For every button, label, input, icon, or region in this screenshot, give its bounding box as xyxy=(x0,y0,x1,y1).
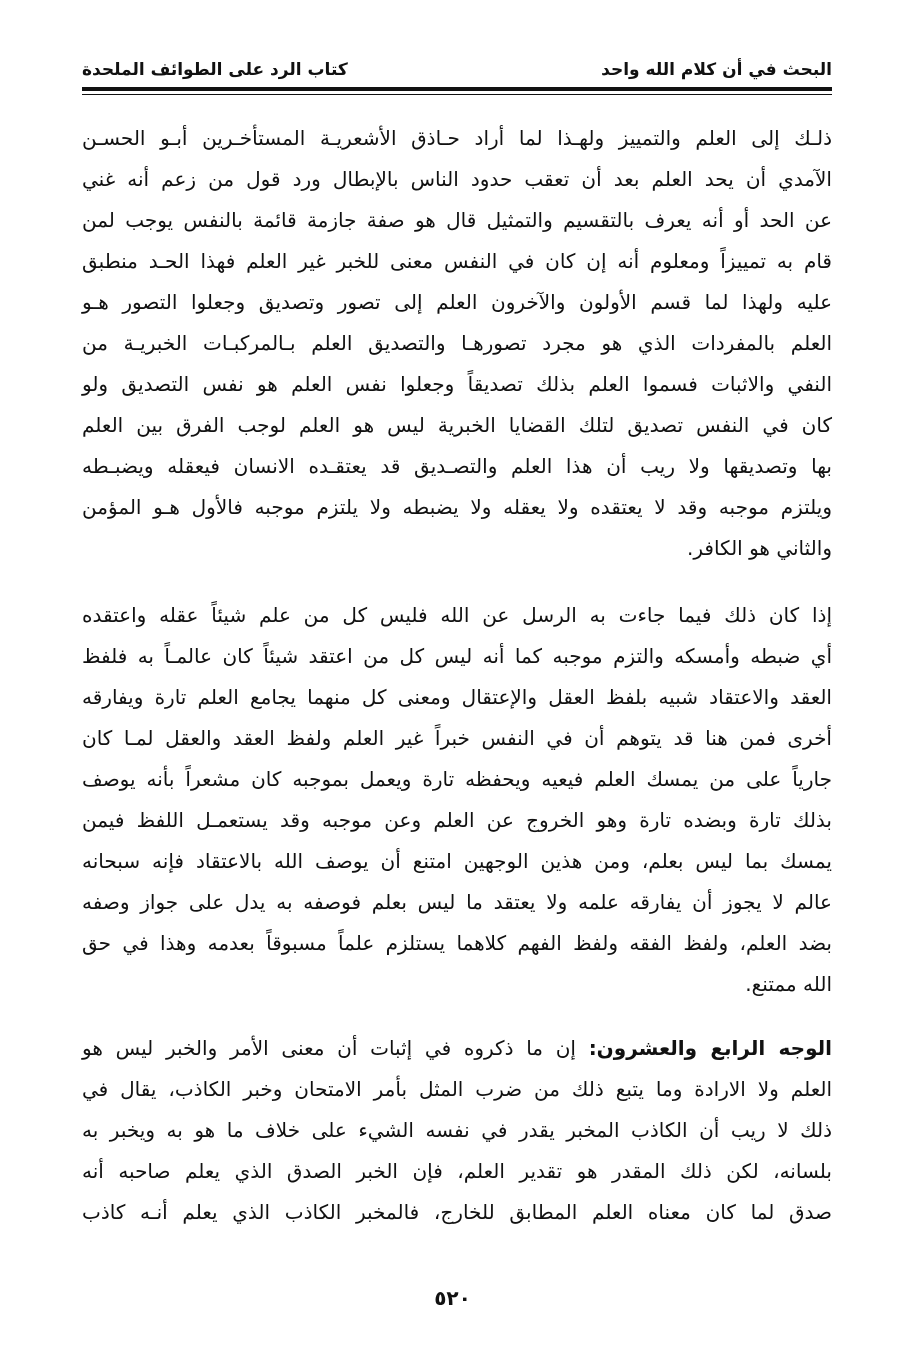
text-line: النفي والاثبات فسموا العلم بذلك تصديقاً وجعلوا نفس العلم هو نفس التصديق ولو xyxy=(82,372,832,396)
chapter-title: البحث في أن كلام الله واحد xyxy=(601,60,832,80)
text-line: جارياً على من يمسك العلم فيعيه ويحفظه تارة ويعمل بموجبه كان مشعراً بأنه يوصف xyxy=(82,767,832,791)
page-number: ٥٢٠ xyxy=(434,1286,471,1310)
text-line: الله ممتنع. xyxy=(745,972,832,996)
text-line: إذا كان ذلك فيما جاءت به الرسل عن الله فليس كل من علم شيئاً عقله واعتقده xyxy=(82,603,832,627)
text-line: قام به تمييزاً ومعلوم أنه إن كان في النفس معنى للخبر غير العلم فهذا الحـد منطبق xyxy=(82,249,832,273)
text-line: بذلك تارة وبضده تارة وهو الخروج عن العلم وعن موجبه وقد يستعمـل اللفظ فيمن xyxy=(82,808,832,832)
header-rule-thin xyxy=(82,94,832,95)
book-title: كتاب الرد على الطوائف الملحدة xyxy=(82,60,348,80)
text-line: العقد والاعتقاد شبيه بلفظ العقل والإعتقال ومعنى كل منهما يجامع العلم تارة ويفارقه xyxy=(82,685,832,709)
text-line: بها وتصديقها ولا ريب أن هذا العلم والتصـديق قد يعتقـده الانسان فيعقله ويضبـطه xyxy=(82,454,832,478)
text-line xyxy=(82,1028,832,1069)
text-line: بلسانه، لكن ذلك المقدر هو تقدير العلم، فإن الخبر الصدق الذي يعلم صاحبه أنه xyxy=(82,1159,832,1183)
paragraph-1 xyxy=(82,118,832,569)
text-line: بضد العلم، ولفظ الفقه ولفظ الفهم كلاهما يستلزم علماً مسبوقاً بعدمه وهذا في حق xyxy=(82,931,832,955)
text-line: عالم لا يجوز أن يفارقه علمه ولا يعتقد ما ليس بعلم فوصفه به يدل على جواز وصفه xyxy=(82,890,832,914)
text-line: أي ضبطه وأمسكه والتزم موجبه كما أنه ليس كل من اعتقد شيئاً كان عالمـاً به فلفظ xyxy=(82,644,832,668)
paragraph-3 xyxy=(82,1028,832,1233)
text-line: العلم بالمفردات الذي هو مجرد تصورهـا والتصديق العلم بـالمركبـات الخبريـة من xyxy=(82,331,832,355)
text-line: عن الحد أو أنه يعرف بالتقسيم والتمثيل قال هو صفة جازمة قائمة بالنفس يوجب لمن xyxy=(82,208,832,232)
header-rule-thick xyxy=(82,87,832,91)
paragraph-gap xyxy=(82,569,832,595)
text-line: كان في النفس تصديق لتلك القضايا الخبرية ليس هو العلم لوجب الفرق بين العلم xyxy=(82,413,832,437)
text-line: ذلك لا ريب أن الكاذب المخبر يقدر في نفسه الشيء على خلاف ما هو به ويخبر به xyxy=(82,1118,832,1142)
text-line: يمسك بما ليس بعلم، ومن هذين الوجهين امتنع أن يوصف الله بالاعتقاد فإنه سبحانه xyxy=(82,849,832,873)
text-line: والثاني هو الكافر. xyxy=(686,536,832,560)
section-heading: الوجه الرابع والعشرون: xyxy=(588,1036,832,1060)
text-line: أخرى فمن هنا قد يتوهم أن في النفس خبراً غير العلم ولفظ العقد والعقل لمـا كان xyxy=(82,726,832,750)
paragraph-2 xyxy=(82,595,832,1005)
text-line: ذلـك إلى العلم والتمييز ولهـذا لما أراد حـاذق الأشعريـة المستأخـرين أبـو الحسـن xyxy=(82,126,832,150)
body-text xyxy=(82,118,832,1233)
running-header xyxy=(82,52,832,88)
text-line: الآمدي أن يحد العلم بعد أن تعقب حدود الناس بالإبطال ورد قول من زعم أنه غني xyxy=(82,167,832,191)
text-line: صدق لما كان معناه العلم المطابق للخارج، فالمخبر الكاذب الذي يعلم أنـه كاذب xyxy=(82,1200,832,1224)
text-line: عليه ولهذا لما قسم الأولون والآخرون العلم إلى تصور وتصديق وجعلوا التصور هـو xyxy=(82,290,832,314)
text-line: ويلتزم موجبه وقد لا يعتقده ولا يعقله ولا يضبطه ولا يلتزم موجبه فالأول هـو المؤمن xyxy=(82,495,832,519)
text-line: العلم ولا الارادة وما يتبع ذلك من ضرب المثل بأمر الامتحان وخبر الكاذب، يقال في xyxy=(82,1077,832,1101)
paragraph-gap xyxy=(82,1005,832,1028)
heading-line-rest: إن ما ذكروه في إثبات أن معنى الأمر والخبر ليس هو xyxy=(82,1036,576,1060)
